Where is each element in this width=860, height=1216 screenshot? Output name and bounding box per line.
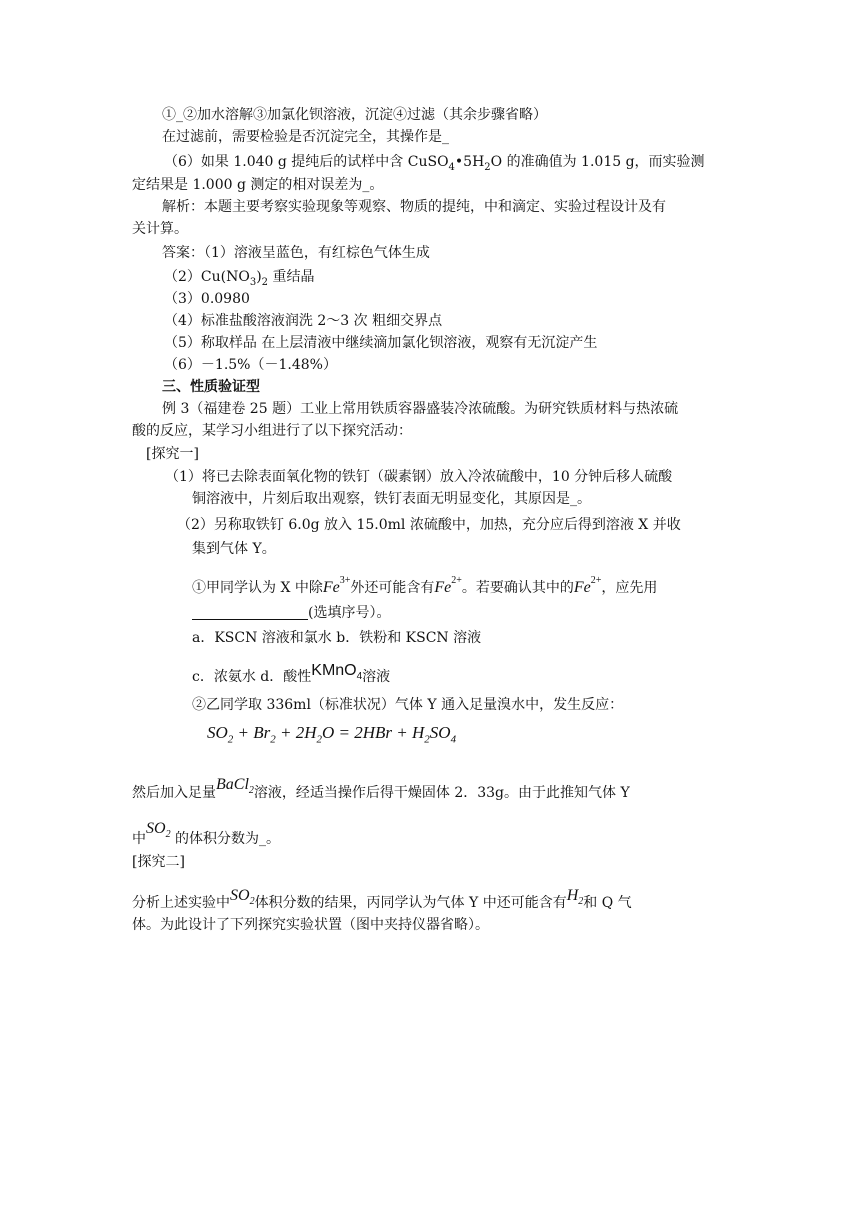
- so2-formula: $SO_2$: [146, 820, 171, 841]
- analysis-q-line: 分析上述实验中$SO_2$体积分数的结果，丙同学认为气体 Y 中还可能含有$H_2$和 Q 气: [132, 887, 632, 911]
- step-line: ①_②加水溶解③加氯化钡溶液，沉淀④过滤（其余步骤省略）: [162, 107, 547, 123]
- so2-fraction-line: 中$SO_2$ 的体积分数为_。: [132, 820, 281, 847]
- question-6-cont: 定结果是 1.000 g 测定的相对误差为_。: [132, 177, 384, 193]
- answer-5: （5）称取样品 在上层清液中继续滴加氯化钡溶液，观察有无沉淀产生: [164, 335, 598, 351]
- apparatus-line: 体。为此设计了下列探究实验状置（图中夹持仪器省略）。: [132, 917, 489, 933]
- explore-two-label: [探究二]: [132, 854, 185, 870]
- filter-check-line: 在过滤前，需要检验是否沉淀完全，其操作是_: [162, 129, 449, 145]
- explore-q1: （1）将已去除表面氧化物的铁钉（碳素钢）放入冷浓硫酸中，10 分钟后移人硫酸: [165, 469, 673, 485]
- question-6-line: （6）如果 1.040 g 提纯后的试样中含 $CuSO_4•5H_2O$ 的准确值为 1.015 g，而实验测: [164, 154, 705, 173]
- choose-line: (选填序号）。: [192, 604, 390, 622]
- option-cd: c．浓氨水 d．酸性KMnO$_4$溶液: [192, 662, 391, 685]
- example-3-line: 例 3（福建卷 25 题）工业上常用铁质容器盛装冷浓硫酸。为研究铁质材料与热浓硫: [162, 401, 679, 417]
- fe3-ion: $Fe^{3+}$: [322, 575, 351, 596]
- answer-blank[interactable]: [192, 605, 308, 620]
- answer-4: （4）标准盐酸溶液润洗 2～3 次 粗细交界点: [164, 313, 443, 329]
- answer-2: $(2)Cu(NO_3)_2$ 重结晶: [164, 269, 315, 288]
- explore-one-label: [探究一]: [146, 446, 199, 462]
- jia-line: ①甲同学认为 X 中除$Fe^{3+}$外还可能含有$Fe^{2+}$。若要确认其中的$Fe^{2+}$，应先用: [192, 575, 658, 596]
- explore-q2-cont: 集到气体 Y。: [192, 541, 276, 557]
- kmno4-formula: KMnO$_4$: [311, 662, 363, 683]
- example-3-cont: 酸的反应，某学习小组进行了以下探究活动：: [132, 423, 412, 439]
- analysis-line: 解析：本题主要考察实验现象等观察、物质的提纯，中和滴定、实验过程设计及有: [162, 199, 666, 215]
- answer-6: （6）－1.5%（－1.48%）: [164, 357, 337, 373]
- yi-line: ②乙同学取 336ml（标准状况）气体 Y 通入足量溴水中，发生反应：: [192, 697, 624, 713]
- bacl2-formula: BaCl$_2$: [216, 776, 254, 797]
- fe2-ion: $Fe^{2+}$: [434, 575, 462, 596]
- option-ab: a．KSCN 溶液和氯水 b．铁粉和 KSCN 溶液: [192, 630, 482, 646]
- answer-3: （3）0.0980: [164, 291, 250, 307]
- explore-q2: （2）另称取铁钉 6.0g 放入 15.0ml 浓硫酸中，加热，充分应后得到溶液 X 并收: [177, 517, 681, 533]
- so2-formula-2: $SO_2$: [230, 887, 255, 908]
- bacl2-line: 然后加入足量BaCl$_2$溶液，经适当操作后得干燥固体 2．33g。由于此推知气体 Y: [132, 776, 630, 801]
- h2-formula: $H_2$: [566, 887, 584, 908]
- explore-q1-cont: 铜溶液中，片刻后取出观察，铁钉表面无明显变化，其原因是_。: [192, 491, 591, 507]
- answer-1: 答案：（1）溶液呈蓝色，有红棕色气体生成: [162, 245, 430, 261]
- section-heading: 三、性质验证型: [162, 379, 260, 395]
- fe2-ion-2: $Fe^{2+}$: [573, 575, 602, 596]
- analysis-cont: 关计算。: [132, 221, 188, 237]
- reaction-equation: $SO_2 + Br_2 + 2H_2O = 2HBr + H_2SO_4$: [207, 723, 457, 746]
